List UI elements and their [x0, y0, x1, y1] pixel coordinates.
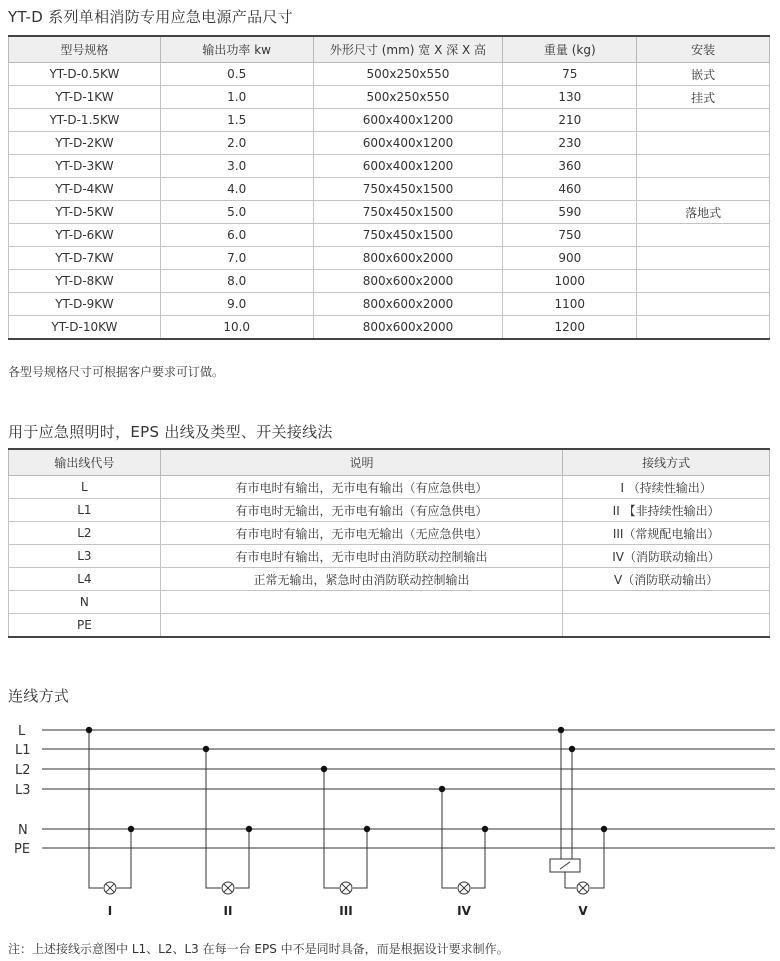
table-cell — [637, 270, 770, 293]
line-label-l1: L1 — [15, 743, 31, 758]
junction-dots — [86, 727, 607, 832]
circuit-iii — [324, 769, 367, 894]
table-cell: YT-D-1KW — [9, 86, 161, 109]
table-cell: 8.0 — [160, 270, 313, 293]
table-cell: YT-D-4KW — [9, 178, 161, 201]
line-label-l: L — [18, 724, 26, 739]
table-cell: YT-D-6KW — [9, 224, 161, 247]
table-row — [9, 63, 770, 86]
table-cell — [563, 591, 770, 614]
table-row — [9, 614, 770, 638]
table-cell: 10.0 — [160, 316, 313, 340]
circuit-label-iii: III — [339, 904, 353, 918]
table-cell: YT-D-0.5KW — [9, 63, 161, 86]
table-cell: 460 — [503, 178, 637, 201]
circuit-ii — [206, 749, 249, 894]
table-cell: 1100 — [503, 293, 637, 316]
column-header: 型号规格 — [9, 36, 161, 63]
circuit-label-iv: IV — [457, 904, 471, 918]
table-cell — [637, 155, 770, 178]
table-cell: L2 — [9, 522, 161, 545]
table-row — [9, 201, 770, 224]
table-cell: 900 — [503, 247, 637, 270]
table-cell: 500x250x550 — [313, 63, 503, 86]
table-cell: 2.0 — [160, 132, 313, 155]
table-cell: 落地式 — [637, 201, 770, 224]
table-cell: 800x600x2000 — [313, 293, 503, 316]
table-row — [9, 270, 770, 293]
column-header: 输出线代号 — [9, 449, 161, 476]
table-cell: N — [9, 591, 161, 614]
table-row — [9, 178, 770, 201]
column-header: 接线方式 — [563, 449, 770, 476]
table-header-row — [9, 36, 770, 63]
table-cell: 230 — [503, 132, 637, 155]
table-row — [9, 132, 770, 155]
column-header: 输出功率 kw — [160, 36, 313, 63]
table-cell — [563, 614, 770, 638]
table-cell: II 【非持续性输出） — [563, 499, 770, 522]
table-cell: 600x400x1200 — [313, 132, 503, 155]
circuit-label-i: I — [107, 904, 113, 918]
wiring-diagram — [0, 712, 780, 927]
table-cell: YT-D-7KW — [9, 247, 161, 270]
table-cell: IV（消防联动输出） — [563, 545, 770, 568]
table-cell — [160, 614, 562, 638]
table-header-row — [9, 449, 770, 476]
circuit-iv — [442, 789, 485, 894]
footnote: 注：上述接线示意图中 L1、L2、L3 在每一台 EPS 中不是同时具备，而是根据设计要求制作。 — [8, 942, 509, 956]
product-size-title: YT-D 系列单相消防专用应急电源产品尺寸 — [8, 8, 293, 26]
table-cell — [637, 109, 770, 132]
table-row — [9, 568, 770, 591]
table-cell — [637, 178, 770, 201]
line-label-n: N — [18, 823, 28, 838]
circuit-v — [550, 730, 604, 894]
table-cell: 正常无输出，紧急时由消防联动控制输出 — [160, 568, 562, 591]
table-cell — [637, 247, 770, 270]
table-cell: 有市电时无输出，无市电有输出（有应急供电） — [160, 499, 562, 522]
table-cell: 360 — [503, 155, 637, 178]
table-cell: 500x250x550 — [313, 86, 503, 109]
column-header: 说明 — [160, 449, 562, 476]
table-cell — [637, 132, 770, 155]
table-cell: 5.0 — [160, 201, 313, 224]
column-header: 安装 — [637, 36, 770, 63]
table-cell: L3 — [9, 545, 161, 568]
wiring-types-title: 用于应急照明时，EPS 出线及类型、开关接线法 — [8, 423, 333, 441]
table-cell: 嵌式 — [637, 63, 770, 86]
table-cell: 600x400x1200 — [313, 109, 503, 132]
table-row — [9, 86, 770, 109]
table-cell: 1.0 — [160, 86, 313, 109]
table-row — [9, 316, 770, 340]
table-cell: 590 — [503, 201, 637, 224]
table-row — [9, 109, 770, 132]
table-row — [9, 224, 770, 247]
line-label-l3: L3 — [15, 783, 31, 798]
table-cell: 210 — [503, 109, 637, 132]
table-cell: YT-D-3KW — [9, 155, 161, 178]
table-cell — [637, 316, 770, 340]
table-cell: 有市电时有输出，无市电时由消防联动控制输出 — [160, 545, 562, 568]
table-cell: 600x400x1200 — [313, 155, 503, 178]
table-cell — [160, 591, 562, 614]
table-cell: 750x450x1500 — [313, 224, 503, 247]
line-label-pe: PE — [14, 842, 31, 857]
table-cell: 800x600x2000 — [313, 316, 503, 340]
circuit-i — [89, 730, 131, 894]
table-cell: 有市电时有输出，无市电有输出（有应急供电） — [160, 476, 562, 499]
table-row — [9, 247, 770, 270]
table-cell: YT-D-1.5KW — [9, 109, 161, 132]
table-cell: 750 — [503, 224, 637, 247]
table-cell: L — [9, 476, 161, 499]
table-cell: 750x450x1500 — [313, 178, 503, 201]
table-cell: 6.0 — [160, 224, 313, 247]
circuit-label-v: V — [578, 904, 588, 918]
table-row — [9, 545, 770, 568]
table-cell: PE — [9, 614, 161, 638]
table-cell: 挂式 — [637, 86, 770, 109]
table-cell: YT-D-8KW — [9, 270, 161, 293]
table-cell: 3.0 — [160, 155, 313, 178]
column-header: 外形尺寸 (mm) 宽 X 深 X 高 — [313, 36, 503, 63]
table-cell: I （持续性输出） — [563, 476, 770, 499]
table-cell — [637, 224, 770, 247]
table-row — [9, 591, 770, 614]
table-cell: YT-D-10KW — [9, 316, 161, 340]
table-cell: 1000 — [503, 270, 637, 293]
table-row — [9, 155, 770, 178]
table-cell: 800x600x2000 — [313, 247, 503, 270]
table-cell: 有市电时有输出，无市电无输出（无应急供电） — [160, 522, 562, 545]
table-row — [9, 522, 770, 545]
table-row — [9, 293, 770, 316]
line-label-l2: L2 — [15, 763, 31, 778]
table-cell: 750x450x1500 — [313, 201, 503, 224]
table-cell — [637, 293, 770, 316]
table-cell: 9.0 — [160, 293, 313, 316]
table-cell: 1.5 — [160, 109, 313, 132]
customization-note: 各型号规格尺寸可根据客户要求可订做。 — [8, 365, 225, 379]
table-cell: 75 — [503, 63, 637, 86]
table-cell: 4.0 — [160, 178, 313, 201]
table-row — [9, 499, 770, 522]
table-row — [9, 476, 770, 499]
product-size-table — [8, 35, 770, 340]
table-cell: 0.5 — [160, 63, 313, 86]
table-cell: 800x600x2000 — [313, 270, 503, 293]
table-cell: V（消防联动输出） — [563, 568, 770, 591]
circuit-label-ii: II — [223, 904, 233, 918]
table-cell: 7.0 — [160, 247, 313, 270]
output-line-table — [8, 448, 770, 638]
wiring-method-title: 连线方式 — [8, 687, 70, 705]
table-cell: L1 — [9, 499, 161, 522]
table-cell: YT-D-5KW — [9, 201, 161, 224]
table-cell: YT-D-9KW — [9, 293, 161, 316]
table-cell: L4 — [9, 568, 161, 591]
table-cell: III（常规配电输出） — [563, 522, 770, 545]
column-header: 重量 (kg) — [503, 36, 637, 63]
table-cell: 130 — [503, 86, 637, 109]
table-cell: 1200 — [503, 316, 637, 340]
table-cell: YT-D-2KW — [9, 132, 161, 155]
